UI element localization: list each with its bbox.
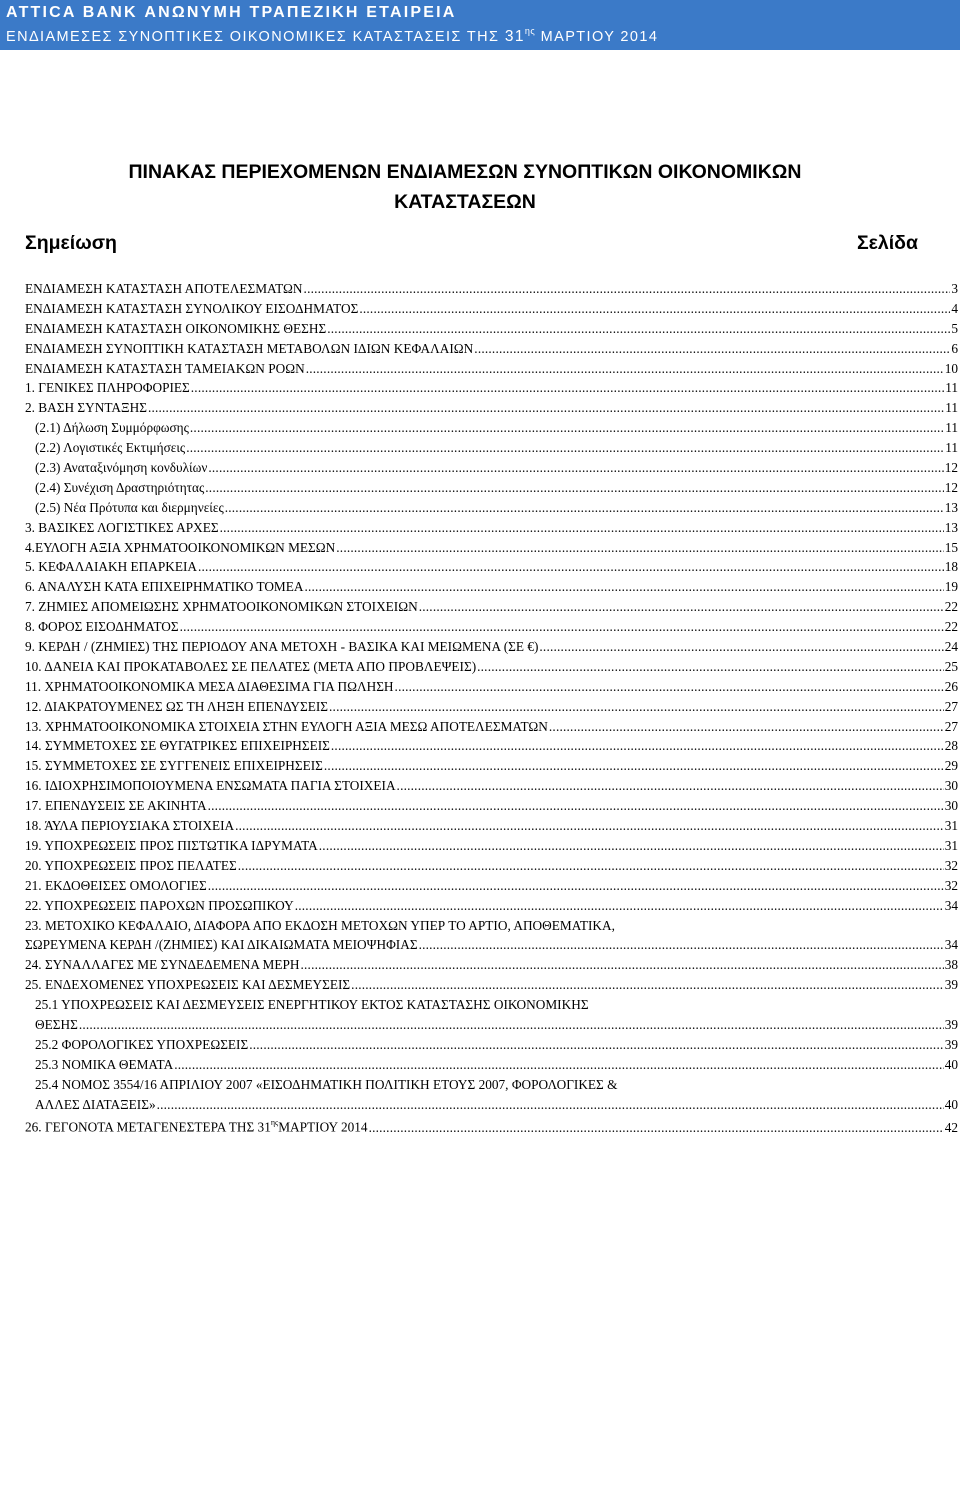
toc-entry-label: 10. ΔΑΝΕΙΑ ΚΑΙ ΠΡΟΚΑΤΑΒΟΛΕΣ ΣΕ ΠΕΛΑΤΕΣ (ΜΕΤΑ ΑΠΟ ΠΡΟΒΛΕΨΕΙΣ) [25,658,477,674]
toc-entry-page: 42 [944,1119,958,1135]
toc-entry[interactable] [25,836,958,856]
toc-leader [336,538,943,558]
toc-entry-label: 24. ΣΥΝΑΛΛΑΓΕΣ ΜΕ ΣΥΝΔΕΔΕΜΕΝΑ ΜΕΡΗ [25,957,300,973]
toc-entry-label: 22. ΥΠΟΧΡΕΩΣΕΙΣ ΠΑΡΟΧΩΝ ΠΡΟΣΩΠΙΚΟΥ [25,897,294,913]
note-column-header: Σημείωση [25,232,117,254]
toc-entry-label-suffix: ης [270,1118,279,1128]
toc-entry-page: 32 [944,877,958,893]
toc-entry-label: 25.1 ΥΠΟΧΡΕΩΣΕΙΣ ΚΑΙ ΔΕΣΜΕΥΣΕΙΣ ΕΝΕΡΓΗΤΙΚΟΥ ΕΚΤΟΣ ΚΑΤΑΣΤΑΣΗΣ ΟΙΚΟΝΟΜΙΚΗΣ [35,997,589,1013]
toc-leader [304,279,951,299]
toc-entry-label: 7. ΖΗΜΙΕΣ ΑΠΟΜΕΙΩΣΗΣ ΧΡΗΜΑΤΟΟΙΚΟΝΟΜΙΚΩΝ ΣΤΟΙΧΕΙΩΝ [25,599,418,615]
toc-entry[interactable] [25,856,958,876]
toc-entry-page: 32 [944,857,958,873]
report-subtitle [6,27,658,46]
toc-leader [329,697,944,717]
toc-entry[interactable] [25,299,958,319]
toc-entry[interactable] [25,657,958,677]
toc-entry-label: 12. ΔΙΑΚΡΑΤΟΥΜΕΝΕΣ ΩΣ ΤΗ ΛΗΞΗ ΕΠΕΝΔΥΣΕΙΣ [25,698,329,714]
toc-entry[interactable] [25,279,958,299]
toc-entry-page: 5 [951,320,958,336]
toc-entry-page: 6 [951,340,958,356]
toc-leader [157,1095,944,1115]
toc-entry[interactable] [25,717,958,737]
toc-entry[interactable] [25,458,958,478]
toc-entry-label: ΑΛΛΕΣ ΔΙΑΤΑΞΕΙΣ» [35,1096,156,1112]
toc-entry-page: 3 [951,281,958,296]
toc-entry[interactable] [25,478,958,498]
toc-leader [306,359,944,379]
toc-entry[interactable] [25,617,958,637]
toc-leader [327,319,950,339]
toc-entry[interactable] [25,1075,958,1095]
toc-entry-label: 13. ΧΡΗΜΑΤΟΟΙΚΟΝΟΜΙΚΑ ΣΤΟΙΧΕΙΑ ΣΤΗΝ ΕΥΛΟΓΗ ΑΞΙΑ ΜΕΣΩ ΑΠΟΤΕΛΕΣΜΑΤΩΝ [25,718,548,734]
toc-entry[interactable] [25,816,958,836]
toc-entry[interactable] [25,319,958,339]
toc-entry-page: 11 [945,380,958,396]
toc-leader [180,617,944,637]
toc-entry-page: 26 [944,678,958,694]
report-subtitle-text: ΕΝΔΙΑΜΕΣΕΣ ΣΥΝΟΠΤΙΚΕΣ ΟΙΚΟΝΟΜΙΚΕΣ ΚΑΤΑΣΤΑΣΕΙΣ ΤΗΣ [6,28,500,45]
toc-entry-page: 18 [944,559,958,575]
toc-entry[interactable] [25,1095,958,1115]
toc-entry[interactable] [25,736,958,756]
toc-entry-page: 4 [951,300,958,316]
toc-heading-line1: ΠΙΝΑΚΑΣ ΠΕΡΙΕΧΟΜΕΝΩΝ ΕΝΔΙΑΜΕΣΩΝ ΣΥΝΟΠΤΙΚΩΝ ΟΙΚΟΝΟΜΙΚΩΝ [128,161,802,183]
toc-leader [319,836,944,856]
toc-entry-label: (2.4) Συνέχιση Δραστηριότητας [35,479,205,495]
toc-leader [351,975,944,995]
toc-entry[interactable] [25,398,958,418]
toc-entry-page: 12 [944,460,958,476]
toc-leader [304,577,943,597]
toc-entry[interactable] [25,339,958,359]
document-header [0,0,960,50]
toc-entry-page: 10 [944,360,958,376]
toc-entry-label: (2.2) Λογιστικές Εκτιμήσεις [35,440,186,456]
toc-entry-label: 25.2 ΦΟΡΟΛΟΓΙΚΕΣ ΥΠΟΧΡΕΩΣΕΙΣ [35,1036,249,1052]
toc-entry[interactable] [25,975,958,995]
toc-leader [369,1118,944,1134]
toc-leader [331,736,944,756]
toc-leader [225,498,944,518]
toc-entry-page: 19 [944,579,958,595]
toc-entry-page: 22 [944,599,958,615]
toc-entry[interactable] [25,1114,958,1134]
toc-entry[interactable] [25,955,958,975]
toc-entry-page: 29 [944,758,958,774]
toc-leader [191,378,944,398]
toc-entry-label: 2. ΒΑΣΗ ΣΥΝΤΑΞΗΣ [25,400,147,416]
toc-entry-label: 19. ΥΠΟΧΡΕΩΣΕΙΣ ΠΡΟΣ ΠΙΣΤΩΤΙΚΑ ΙΔΡΥΜΑΤΑ [25,837,318,853]
toc-entry-label: 9. ΚΕΡΔΗ / (ΖΗΜΙΕΣ) ΤΗΣ ΠΕΡΙΟΔΟΥ ΑΝΑ ΜΕΤΟΧΗ - ΒΑΣΙΚΑ ΚΑΙ ΜΕΙΩΜΕΝΑ (ΣΕ €) [25,639,539,655]
toc-entry-label: 21. ΕΚΔΟΘΕΙΣΕΣ ΟΜΟΛΟΓΙΕΣ [25,877,207,893]
toc-entry-label: 25. ΕΝΔΕΧΟΜΕΝΕΣ ΥΠΟΧΡΕΩΣΕΙΣ ΚΑΙ ΔΕΣΜΕΥΣΕΙΣ [25,977,351,993]
toc-entry-page: 30 [944,778,958,794]
toc-entry[interactable] [25,677,958,697]
report-day-suffix: ης [524,26,536,36]
toc-entry-label: ΕΝΔΙΑΜΕΣΗ ΚΑΤΑΣΤΑΣΗ ΣΥΝΟΛΙΚΟΥ ΕΙΣΟΔΗΜΑΤΟΣ [25,300,359,316]
toc-entry-page: 12 [944,479,958,495]
toc-entry[interactable] [25,916,958,936]
toc-entry-page: 11 [945,440,958,456]
toc-entry-page: 27 [944,698,958,714]
toc-entry-label: (2.5) Νέα Πρότυπα και διερμηνείες [35,499,224,515]
toc-entry-label: 1. ΓΕΝΙΚΕΣ ΠΛΗΡΟΦΟΡΙΕΣ [25,380,190,396]
toc-entry-label: 15. ΣΥΜΜΕΤΟΧΕΣ ΣΕ ΣΥΓΓΕΝΕΙΣ ΕΠΙΧΕΙΡΗΣΕΙΣ [25,758,323,774]
toc-entry-page: 40 [944,1056,958,1072]
toc-entry-page: 31 [944,837,958,853]
toc-leader [148,398,944,418]
toc-leader [190,418,944,438]
toc-leader [301,955,944,975]
toc-entry-label: ΕΝΔΙΑΜΕΣΗ ΚΑΤΑΣΤΑΣΗ ΑΠΟΤΕΛΕΣΜΑΤΩΝ [25,281,303,296]
toc-entry-label: 3. ΒΑΣΙΚΕΣ ΛΟΓΙΣΤΙΚΕΣ ΑΡΧΕΣ [25,519,219,535]
toc-leader [249,1035,943,1055]
toc-entry[interactable] [25,876,958,896]
toc-entry-label: 11. ΧΡΗΜΑΤΟΟΙΚΟΝΟΜΙΚΑ ΜΕΣΑ ΔΙΑΘΕΣΙΜΑ ΓΙΑ ΠΩΛΗΣΗ [25,678,394,694]
toc-entry-label-post: ΜΑΡΤΙΟΥ 2014 [278,1119,368,1135]
toc-entry-label: ΘΕΣΗΣ [35,1016,78,1032]
toc-entry-page: 34 [944,897,958,913]
toc-entry[interactable] [25,518,958,538]
toc-entry[interactable] [25,896,958,916]
toc-entry-page: 25 [944,658,958,674]
toc-entry[interactable] [25,637,958,657]
toc-entry[interactable] [25,557,958,577]
toc-entry-label-main: 26. ΓΕΓΟΝΟΤΑ ΜΕΤΑΓΕΝΕΣΤΕΡΑ ΤΗΣ 31 [25,1119,271,1135]
toc-entry-page: 11 [945,400,958,416]
toc-entry[interactable] [25,359,958,379]
toc-entry-label: 17. ΕΠΕΝΔΥΣΕΙΣ ΣΕ ΑΚΙΝΗΤΑ [25,798,207,814]
toc-leader [205,478,943,498]
toc-entry-label: (2.3) Αναταξινόμηση κονδυλίων [35,460,208,476]
company-name: ATTICA BANK ΑΝΩΝΥΜΗ ΤΡΑΠΕΖΙΚΗ ΕΤΑΙΡΕΙΑ [6,4,457,21]
toc-entry-page: 34 [944,937,958,953]
toc-entry[interactable] [25,697,958,717]
toc-entry[interactable] [25,796,958,816]
toc-leader [395,677,944,697]
toc-entry[interactable] [25,498,958,518]
toc-leader [539,637,943,657]
toc-leader [235,816,944,836]
toc-entry-label: 25.3 ΝΟΜΙΚΑ ΘΕΜΑΤΑ [35,1056,174,1072]
toc-leader [174,1055,944,1075]
toc-entry[interactable] [25,1055,958,1075]
toc-entry[interactable] [25,577,958,597]
toc-entry-page: 40 [944,1096,958,1112]
toc-entry-label: ΕΝΔΙΑΜΕΣΗ ΚΑΤΑΣΤΑΣΗ ΤΑΜΕΙΑΚΩΝ ΡΟΩΝ [25,360,305,376]
toc-entry-label: 18. ΆΥΛΑ ΠΕΡΙΟΥΣΙΑΚΑ ΣΤΟΙΧΕΙΑ [25,818,235,834]
toc-entry-label: ΣΩΡΕΥΜΕΝΑ ΚΕΡΔΗ /(ΖΗΜΙΕΣ) ΚΑΙ ΔΙΚΑΙΩΜΑΤΑ ΜΕΙΟΨΗΦΙΑΣ [25,937,418,953]
toc-leader [474,339,950,359]
toc-heading [25,157,905,217]
toc-entry-label: (2.1) Δήλωση Συμμόρφωσης [35,420,189,436]
toc-entry[interactable] [25,1015,958,1035]
report-day: 31 [504,27,525,45]
toc-leader [220,518,944,538]
toc-entry-page: 39 [944,1036,958,1052]
toc-leader [208,876,944,896]
toc-entry-page: 30 [944,798,958,814]
toc-leader [324,756,944,776]
toc-entry-label [25,1114,368,1134]
toc-entry-label: 23. ΜΕΤΟΧΙΚΟ ΚΕΦΑΛΑΙΟ, ΔΙΑΦΟΡΑ ΑΠΟ ΕΚΔΟΣΗ ΜΕΤΟΧΩΝ ΥΠΕΡ ΤΟ ΑΡΤΙΟ, ΑΠΟΘΕΜΑΤΙΚΑ, [25,917,615,933]
toc-leader [208,458,943,478]
toc-entry[interactable] [25,438,958,458]
toc-entry-page: 15 [944,539,958,555]
toc-leader [198,557,944,577]
toc-entry-page: 38 [944,957,958,973]
toc-entry-label: ΕΝΔΙΑΜΕΣΗ ΚΑΤΑΣΤΑΣΗ ΟΙΚΟΝΟΜΙΚΗΣ ΘΕΣΗΣ [25,320,327,336]
toc-leader [238,856,944,876]
toc-entry-label: 6. ΑΝΑΛΥΣΗ ΚΑΤΑ ΕΠΙΧΕΙΡΗΜΑΤΙΚΟ ΤΟΜΕΑ [25,579,304,595]
toc-entry-label: 20. ΥΠΟΧΡΕΩΣΕΙΣ ΠΡΟΣ ΠΕΛΑΤΕΣ [25,857,237,873]
toc-entry[interactable] [25,378,958,398]
toc-entry-label: 4.ΕΥΛΟΓΗ ΑΞΙΑ ΧΡΗΜΑΤΟΟΙΚΟΝΟΜΙΚΩΝ ΜΕΣΩΝ [25,539,336,555]
toc-entry[interactable] [25,418,958,438]
toc-entry[interactable] [25,756,958,776]
toc-leader [419,935,944,955]
toc-entry-page: 28 [944,738,958,754]
toc-entry-label: ΕΝΔΙΑΜΕΣΗ ΣΥΝΟΠΤΙΚΗ ΚΑΤΑΣΤΑΣΗ ΜΕΤΑΒΟΛΩΝ ΙΔΙΩΝ ΚΕΦΑΛΑΙΩΝ [25,340,474,356]
toc-entry-page: 24 [944,639,958,655]
page-column-header: Σελίδα [856,232,918,254]
toc-leader [477,657,944,677]
toc-leader [359,299,950,319]
toc-entry-page: 27 [944,718,958,734]
toc-entry-label: 8. ΦΟΡΟΣ ΕΙΣΟΔΗΜΑΤΟΣ [25,619,179,635]
toc-entry-label: 25.4 ΝΟΜΟΣ 3554/16 ΑΠΡΙΛΙΟΥ 2007 «ΕΙΣΟΔΗΜΑΤΙΚΗ ΠΟΛΙΤΙΚΗ ΕΤΟΥΣ 2007, ΦΟΡΟΛΟΓΙΚΕΣ & [35,1076,618,1092]
toc-entry[interactable] [25,935,958,955]
table-of-contents [25,279,958,1134]
toc-leader [295,896,944,916]
toc-leader [419,597,944,617]
toc-entry-label: 16. ΙΔΙΟΧΡΗΣΙΜΟΠΟΙΟΥΜΕΝΑ ΕΝΣΩΜΑΤΑ ΠΑΓΙΑ ΣΤΟΙΧΕΙΑ [25,778,396,794]
toc-entry-label: 5. ΚΕΦΑΛΑΙΑΚΗ ΕΠΑΡΚΕΙΑ [25,559,197,575]
toc-leader [549,717,944,737]
toc-heading-line2: ΚΑΤΑΣΤΑΣΕΩΝ [394,191,536,213]
toc-entry-page: 22 [944,619,958,635]
toc-leader [208,796,944,816]
toc-entry[interactable] [25,995,958,1015]
toc-entry-page: 13 [944,499,958,515]
toc-entry[interactable] [25,597,958,617]
toc-entry-page: 13 [944,519,958,535]
toc-leader [186,438,944,458]
toc-entry-label: 14. ΣΥΜΜΕΤΟΧΕΣ ΣΕ ΘΥΓΑΤΡΙΚΕΣ ΕΠΙΧΕΙΡΗΣΕΙΣ [25,738,330,754]
toc-entry-page: 11 [945,420,958,436]
toc-entry-page: 39 [944,1016,958,1032]
report-month-year: ΜΑΡΤΙΟΥ 2014 [540,28,659,45]
toc-entry[interactable] [25,776,958,796]
toc-entry-page: 31 [944,818,958,834]
toc-entry[interactable] [25,538,958,558]
toc-entry[interactable] [25,1035,958,1055]
toc-leader [79,1015,944,1035]
toc-leader [397,776,944,796]
toc-entry-page: 39 [944,977,958,993]
